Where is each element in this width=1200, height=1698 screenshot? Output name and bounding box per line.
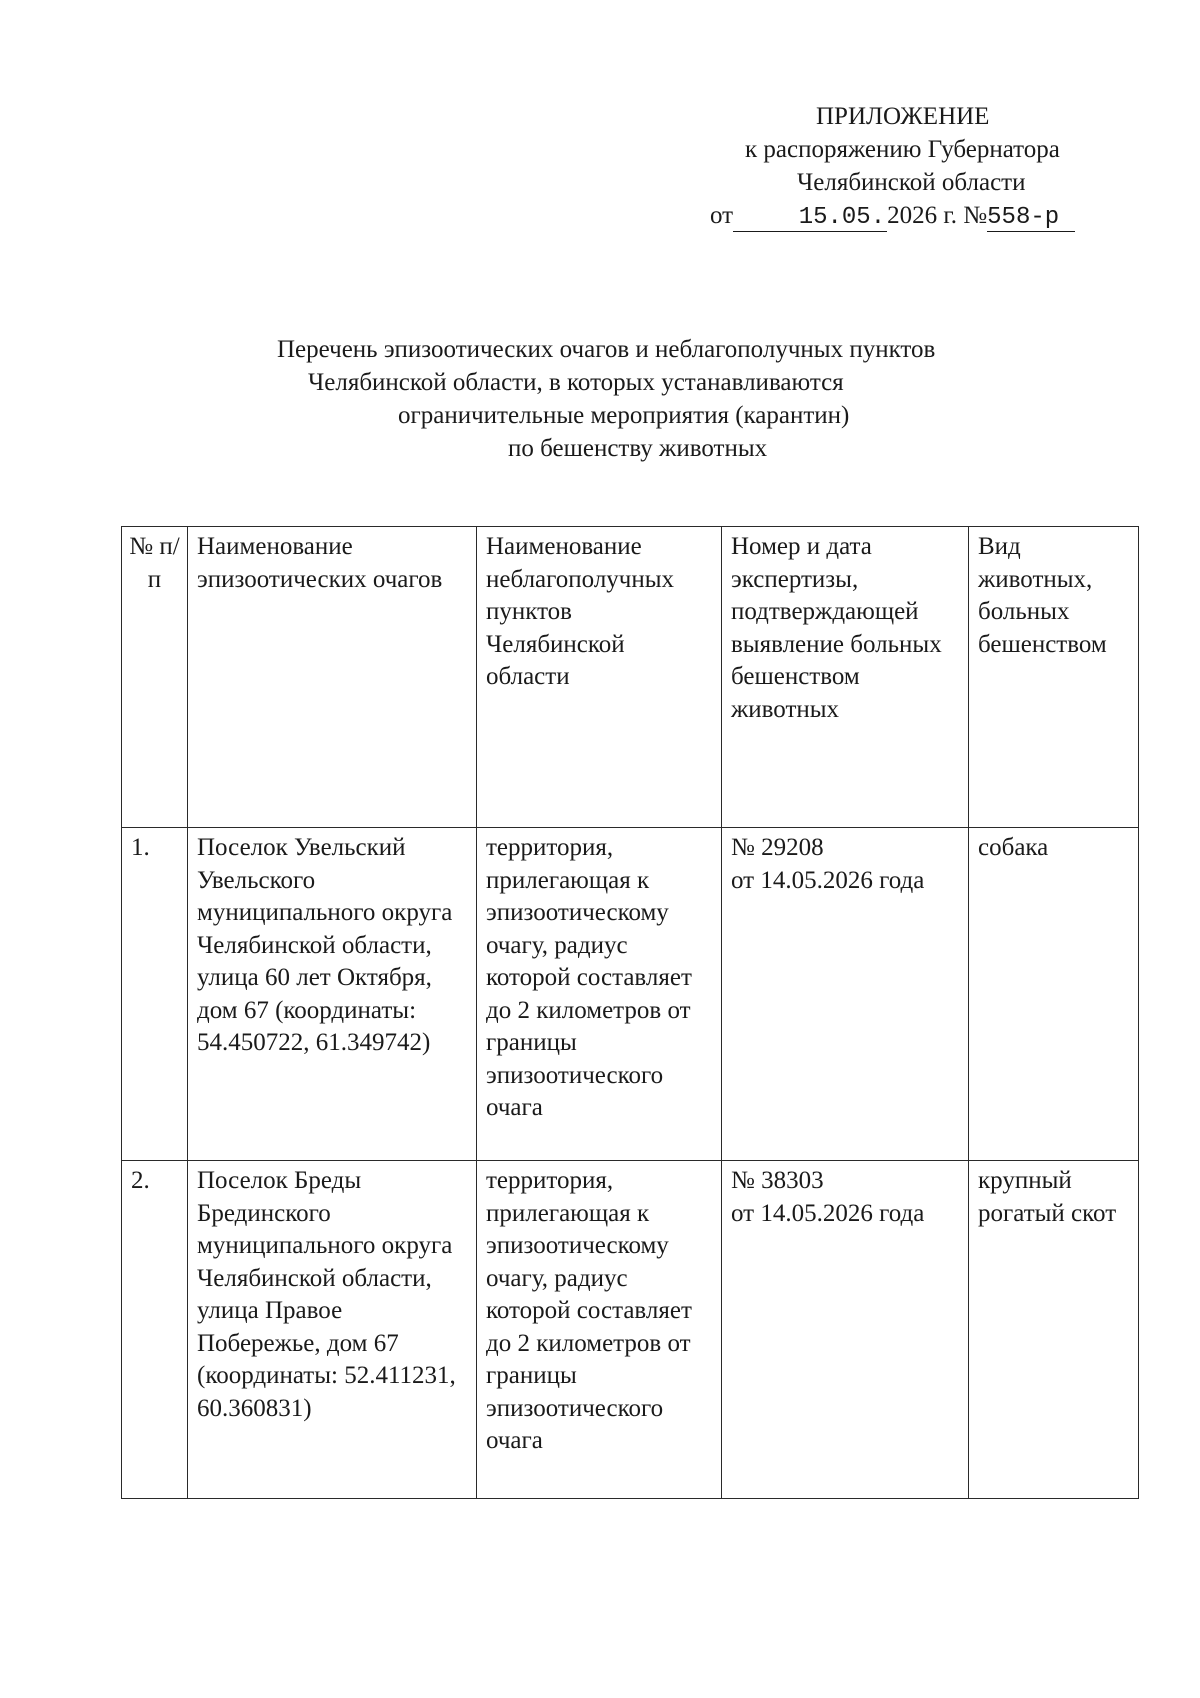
date-field: 15.05.: [733, 205, 887, 232]
header-species: Вид животных, больных бешенством: [969, 527, 1139, 828]
header-points: Наименование неблагополучных пунктов Челябинской области: [477, 527, 722, 828]
quarantine-table: [121, 526, 1139, 1499]
title-line-3: ограничительные мероприятия (карантин): [398, 402, 850, 429]
header-no: № п/п: [122, 527, 188, 828]
appendix-date-line: [710, 199, 1130, 232]
date-prefix: от: [710, 202, 734, 229]
appendix-title: ПРИЛОЖЕНИЕ: [816, 103, 990, 130]
appendix-header: [700, 100, 1120, 232]
expertise-number: № 38303: [731, 1167, 824, 1194]
appendix-line-order: к распоряжению Губернатора: [745, 136, 1060, 163]
header-foci: Наименование эпизоотических очагов: [188, 527, 477, 828]
row-focus: Поселок Бреды Брединского муниципального округа Челябинской области, улица Правое Побережье, дом 67 (координаты: 52.411231, 60.360831): [188, 1161, 477, 1499]
header-expertise: Номер и дата экспертизы, подтверждающей выявление больных бешенством животных: [722, 527, 969, 828]
table-row: [122, 828, 1139, 1161]
row-species: крупный рогатый скот: [969, 1161, 1139, 1499]
expertise-date: от 14.05.2026 года: [731, 1199, 925, 1227]
row-point: территория, прилегающая к эпизоотическому очагу, радиус которой составляет до 2 километров от границы эпизоотического очага: [477, 828, 722, 1161]
document-title: [100, 333, 1100, 465]
row-expertise: [722, 828, 969, 1161]
expertise-number: № 29208: [731, 834, 824, 861]
row-number: 2.: [122, 1161, 188, 1499]
expertise-date: от 14.05.2026 года: [731, 866, 925, 894]
row-number: 1.: [122, 828, 188, 1161]
table-header-row: [122, 527, 1139, 828]
table-row: [122, 1161, 1139, 1499]
title-line-4: по бешенству животных: [508, 435, 768, 462]
title-line-1: Перечень эпизоотических очагов и неблагополучных пунктов: [277, 336, 936, 363]
year-text: 2026 г. №: [887, 202, 988, 229]
row-species: собака: [969, 828, 1139, 1161]
title-line-2: Челябинской области, в которых устанавливаются: [308, 369, 844, 396]
order-number-field: 558-р: [987, 205, 1075, 232]
row-point: территория, прилегающая к эпизоотическому очагу, радиус которой составляет до 2 километров от границы эпизоотического очага: [477, 1161, 722, 1499]
row-expertise: [722, 1161, 969, 1499]
row-focus: Поселок Увельский Увельского муниципального округа Челябинской области, улица 60 лет Октября, дом 67 (координаты: 54.450722, 61.349742): [188, 828, 477, 1161]
appendix-line-region: Челябинской области: [797, 169, 1026, 196]
